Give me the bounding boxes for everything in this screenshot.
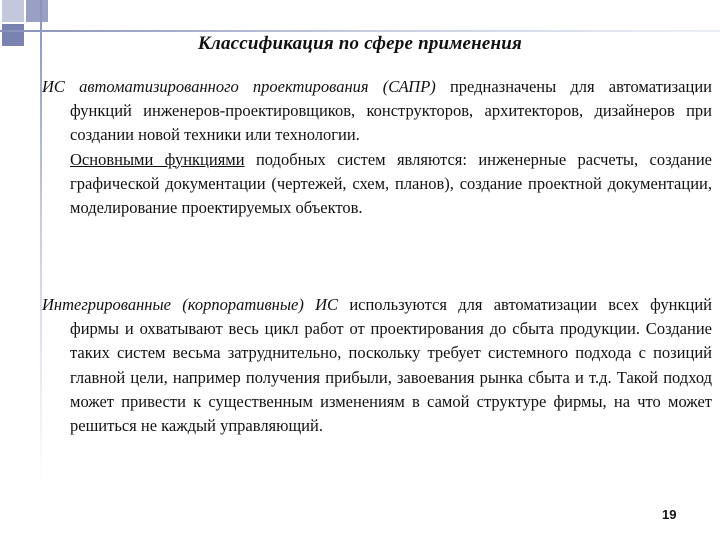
paragraph-cad-body: предназначены для автоматизации функций инженеров-проектировщиков, конструкторов, архитекторов, дизайнеров при создании новой техники или технологии. xyxy=(70,77,712,145)
paragraph-integrated xyxy=(42,293,712,438)
decor-square-mid xyxy=(26,0,48,22)
paragraph-integrated-body: используются для автоматизации всех функций фирмы и охватывают весь цикл работ от проектирования до сбыта продукции. Создание таких систем весьма затруднительно, поскольку требует системного подхода с позиций главной цели, например получения прибыли, завоевания рынка сбыта и т.д. Такой подход может привести к существенным изменениям в самой структуре фирмы, на что может решиться не каждый управляющий. xyxy=(70,295,712,436)
decor-horizontal-line xyxy=(0,30,720,32)
paragraph-integrated-lead: Интегрированные (корпоративные) ИС xyxy=(42,295,339,314)
paragraph-cad xyxy=(42,75,712,220)
decor-square-light xyxy=(2,0,24,22)
paragraph-functions-body: подобных систем являются: инженерные расчеты, создание графической документации (чертежей, схем, планов), создание проектной документации, моделирование проектируемых объектов. xyxy=(70,149,712,218)
paragraph-cad-lead: ИС автоматизированного проектирования (САПР) xyxy=(42,77,436,96)
slide-title: Классификация по сфере применения xyxy=(197,33,523,54)
page-number: 19 xyxy=(662,507,677,522)
paragraph-functions-lead: Основными функциями xyxy=(70,149,245,169)
